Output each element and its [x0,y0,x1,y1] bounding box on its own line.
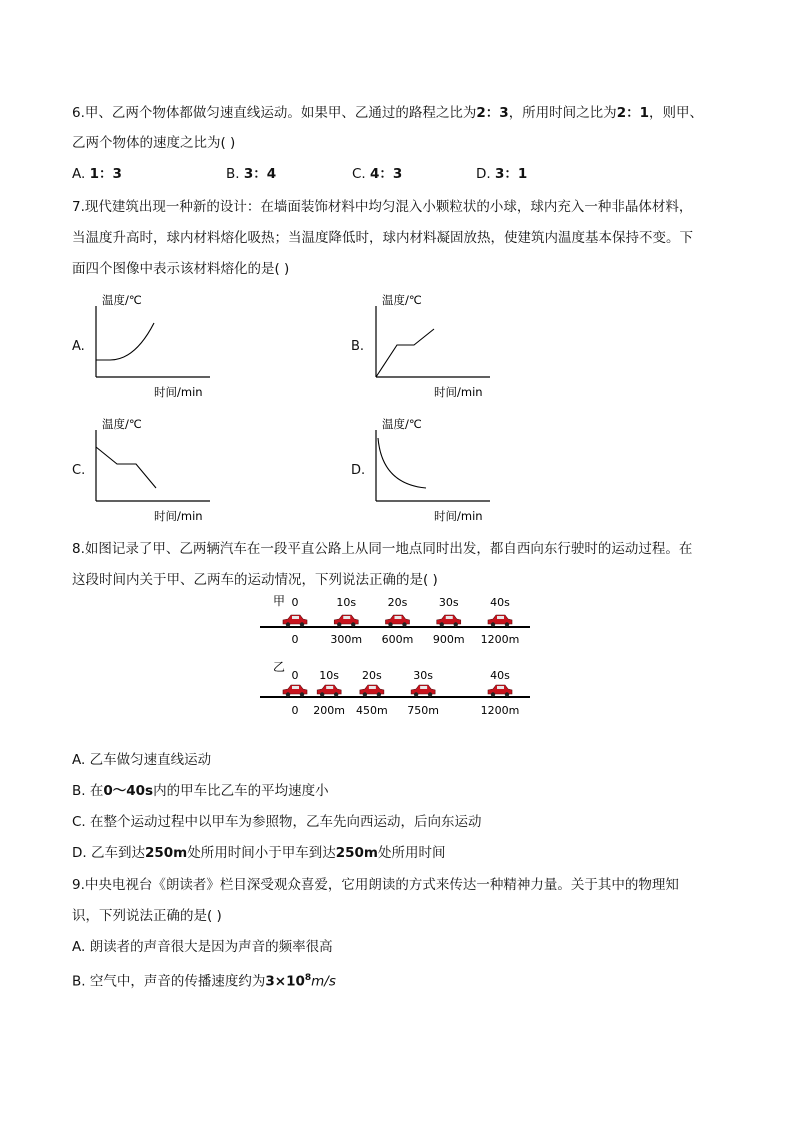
car_b-car-0 [283,685,307,697]
car-a-label: 甲 [273,594,286,608]
car-motion-diagram [255,590,545,720]
car_b-car-4 [488,685,512,697]
q6-option-a[interactable]: A. 1：3 [72,166,122,182]
q7-stem-line3: 面四个图像中表示该材料熔化的是( ) [72,261,290,277]
car_a-time-label: 20s [387,596,408,609]
car_b-time-label: 30s [413,669,433,682]
car_b-time-label: 10s [319,669,340,682]
temperature-curve [376,329,434,377]
car_a-distance-label: 300m [330,633,363,646]
car-b-row [283,669,519,717]
q8-option-d[interactable]: D. 乙车到达250m处所用时间小于甲车到达250m处所用时间 [72,845,446,861]
x-axis-label: 时间/min [154,385,203,399]
car-a-row [283,596,519,646]
q6-ratio-distance: 2：3 [476,105,509,121]
q9-stem-line1: 9.中央电视台《朗读者》栏目深受观众喜爱，它用朗读的方式来传达一种精神力量。关于其中的物理知 [72,877,679,893]
car_b-distance-label: 0 [291,704,299,717]
q7-graph-d-option[interactable]: D. [351,463,366,478]
car_a-time-label: 40s [490,596,510,609]
y-axis-label: 温度/℃ [382,293,422,307]
q6-option-c[interactable]: C. 4：3 [352,166,403,182]
q7-graph-d [370,414,510,529]
x-axis-label: 时间/min [154,509,203,523]
car_a-distance-label: 600m [381,633,414,646]
car_b-distance-label: 450m [356,704,388,717]
q6-ratio-time: 2：1 [616,105,649,121]
q7-stem-line1: 7.现代建筑出现一种新的设计：在墙面装饰材料中均匀混入小颗粒状的小球，球内充入一种非晶体材料， [72,199,693,215]
car_a-distance-label: 1200m [480,633,520,646]
q8-stem-line1: 8.如图记录了甲、乙两辆汽车在一段平直公路上从同一地点同时出发，都自西向东行驶时的运动过程。在 [72,541,693,557]
q8-option-a[interactable]: A. 乙车做匀速直线运动 [72,752,212,768]
car_a-car-4 [488,615,512,627]
car_a-car-2 [386,615,410,627]
q7-graph-a [90,290,230,405]
car_a-car-3 [437,615,461,627]
q6-stem-line2: 乙两个物体的速度之比为( ) [72,135,236,151]
q7-graph-a-option[interactable]: A. [72,339,85,354]
q6-stem-line1: 6.甲、乙两个物体都做匀速直线运动。如果甲、乙通过的路程之比为2：3，所用时间之比为2：1，则甲、 [72,105,703,121]
car_b-distance-label: 1200m [480,704,520,717]
q9-option-a[interactable]: A. 朗读者的声音很大是因为声音的频率很高 [72,939,333,955]
q6-option-b[interactable]: B. 3：4 [226,166,277,182]
q8-option-c[interactable]: C. 在整个运动过程中以甲车为参照物，乙车先向西运动，后向东运动 [72,814,482,830]
car_b-car-2 [360,685,384,697]
car_b-car-3 [411,685,435,697]
q7-stem-line2: 当温度升高时，球内材料熔化吸热；当温度降低时，球内材料凝固放热，使建筑内温度基本保持不变。下 [72,230,693,246]
temperature-curve [96,447,156,488]
car_a-time-label: 10s [336,596,357,609]
q9-stem-line2: 识，下列说法正确的是( ) [72,908,222,924]
x-axis-label: 时间/min [434,509,483,523]
car_b-time-label: 0 [291,669,299,682]
car_a-car-0 [283,615,307,627]
y-axis-label: 温度/℃ [102,417,142,431]
x-axis-label: 时间/min [434,385,483,399]
q7-graph-b-option[interactable]: B. [351,339,365,354]
q7-graph-c-option[interactable]: C. [72,463,86,478]
q9-option-b[interactable]: B. 空气中，声音的传播速度约为$3\times 10^8m/s$ [72,973,336,990]
car_a-distance-label: 0 [291,633,299,646]
car_b-time-label: 40s [490,669,510,682]
car_b-distance-label: 750m [407,704,439,717]
car_a-time-label: 0 [291,596,299,609]
car_b-time-label: 20s [362,669,382,682]
q7-graph-b [370,290,510,405]
car_a-distance-label: 900m [432,633,465,646]
car_b-car-1 [317,685,341,697]
temperature-curve [378,438,426,488]
q6-option-d[interactable]: D. 3：1 [476,166,528,182]
car-b-label: 乙 [273,660,286,674]
q8-stem-line2: 这段时间内关于甲、乙两车的运动情况，下列说法正确的是( ) [72,572,438,588]
q8-option-b[interactable]: B. 在0～40s内的甲车比乙车的平均速度小 [72,783,329,799]
car_b-distance-label: 200m [313,704,346,717]
car_a-car-1 [334,615,358,627]
y-axis-label: 温度/℃ [102,293,142,307]
q7-graph-c [90,414,230,529]
car_a-time-label: 30s [438,596,459,609]
temperature-curve [96,323,154,360]
y-axis-label: 温度/℃ [382,417,422,431]
